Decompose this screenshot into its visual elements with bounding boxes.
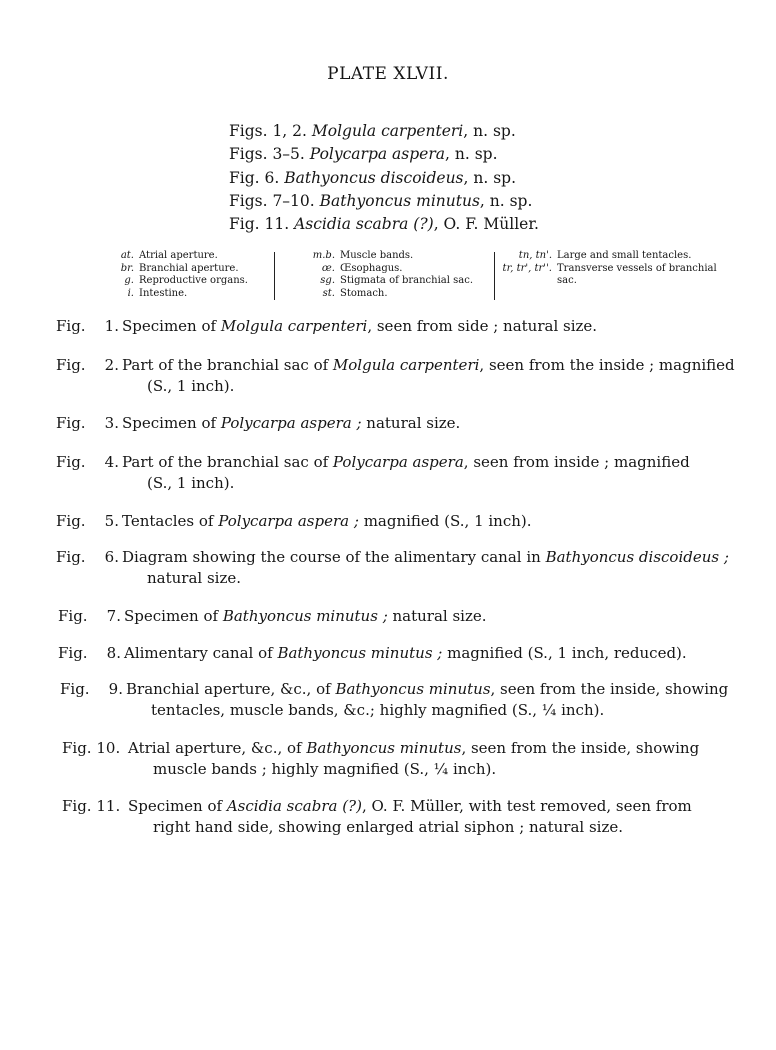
abbreviation-row: g. Reproductive organs.	[124, 275, 248, 286]
column-divider	[274, 252, 275, 300]
species-list	[229, 120, 539, 236]
species-entry: Figs. 1, 2. Molgula carpenteri, n. sp.	[229, 122, 516, 140]
abbreviation-row: br. Branchial aperture.	[120, 262, 239, 274]
species-entry: Figs. 3–5. Polycarpa aspera, n. sp.	[229, 145, 498, 164]
abbreviation-row: at. Atrial aperture.	[120, 250, 218, 261]
abbreviation-row: tn, tn'. Large and small tentacles.	[518, 250, 692, 261]
species-entry: Figs. 7–10. Bathyoncus minutus, n. sp.	[229, 191, 533, 210]
abbreviation-row: sg. Stigmata of branchial sac.	[320, 275, 474, 286]
abbreviation-row: i. Intestine.	[127, 287, 188, 299]
abbreviation-row: m.b. Muscle bands.	[312, 250, 414, 261]
abbreviation-row: œ. Œsophagus.	[321, 262, 403, 274]
abbreviation-column-3	[476, 250, 726, 288]
species-entry: Fig. 11. Ascidia scabra (?), O. F. Müller.	[229, 215, 539, 234]
abbreviation-column-1	[104, 250, 248, 300]
abbreviation-row: sac.	[557, 275, 577, 286]
abbreviation-row: tr, tr', tr''. Transverse vessels of branchial	[502, 262, 717, 274]
abbreviation-column-2	[292, 250, 473, 300]
plate-title: PLATE XLVII.	[327, 64, 449, 84]
abbreviation-row: st. Stomach.	[322, 287, 388, 299]
species-entry: Fig. 6. Bathyoncus discoideus, n. sp.	[229, 168, 517, 187]
